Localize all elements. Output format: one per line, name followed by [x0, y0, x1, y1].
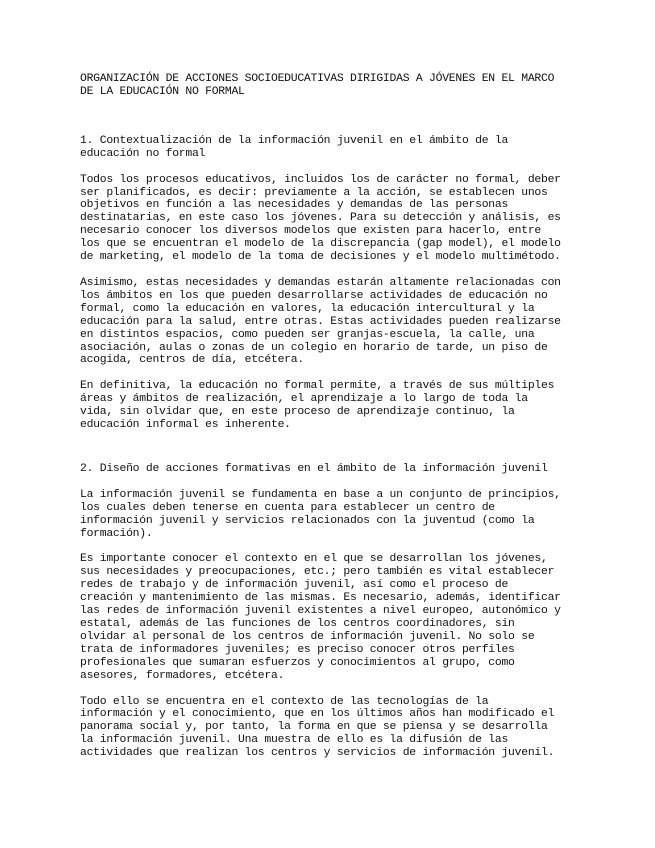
paragraph: [80, 489, 580, 541]
text-line: vida, sin olvidar que, en este proceso de aprendizaje continuo, la: [80, 406, 515, 419]
text-line: destinatarias, en este caso los jóvenes. Para su detección y análisis, es: [80, 212, 561, 225]
text-line: Todo ello se encuentra en el contexto de las tecnologías de la: [80, 695, 489, 708]
text-line: formal, como la educación en valores, la educación intercultural y la: [80, 302, 535, 315]
text-line: áreas y ámbitos de realización, el aprendizaje a lo largo de toda la: [80, 393, 528, 406]
text-line: Asimismo, estas necesidades y demandas estarán altamente relacionadas con: [80, 276, 561, 289]
text-line: creación y mantenimiento de las mismas. Es necesario, además, identificar: [80, 592, 561, 605]
paragraph: [80, 380, 580, 432]
text-line: objetivos en función a las necesidades y demandas de las personas: [80, 199, 509, 212]
heading-line: 2. Diseño de acciones formativas en el ámbito de la información juvenil: [80, 462, 548, 475]
text-line: ser planificados, es decir: previamente a la acción, se establecen unos: [80, 186, 548, 199]
text-line: los cuales deben tenerse en cuenta para establecer un centro de: [80, 501, 495, 514]
text-line: los que se encuentran el modelo de la discrepancia (gap model), el modelo: [80, 238, 561, 251]
text-line: información juvenil y servicios relacionados con la juventud (como la: [80, 514, 535, 527]
section-heading: [80, 135, 580, 161]
text-line: trata de informadores juveniles; es preciso conocer otros perfiles: [80, 643, 515, 656]
title-line: DE LA EDUCACIÓN NO FORMAL: [80, 85, 245, 98]
text-line: estatal, además de las funciones de los centros coordinadores, sin: [80, 618, 515, 630]
text-line: Es importante conocer el contexto en el que se desarrollan los jóvenes,: [80, 553, 548, 566]
section-heading: [80, 463, 580, 476]
text-line: olvidar al personal de los centros de información juvenil. No solo se: [80, 630, 535, 643]
text-line: redes de trabajo y de información juvenil, así como el proceso de: [80, 579, 509, 592]
paragraph: [80, 696, 580, 761]
text-line: acogida, centros de día, etcétera.: [80, 354, 304, 367]
section-1: [80, 135, 580, 432]
text-line: panorama social y, por tanto, la forma en que se piensa y se desarrolla: [80, 721, 548, 734]
paragraph: [80, 277, 580, 367]
text-line: asesores, formadores, etcétera.: [80, 669, 285, 682]
text-line: La información juvenil se fundamenta en base a un conjunto de principios,: [80, 488, 561, 501]
text-line: de marketing, el modelo de la toma de decisiones y el modelo multimétodo.: [80, 251, 561, 264]
text-line: necesario conocer los diversos modelos que existen para hacerlo, entre: [80, 225, 541, 238]
text-line: Todos los procesos educativos, incluidos los de carácter no formal, deber: [80, 173, 561, 186]
text-line: los ámbitos en los que pueden desarrollarse actividades de educación no: [80, 289, 548, 302]
text-line: la información juvenil. Una muestra de ello es la difusión de las: [80, 734, 509, 747]
text-line: las redes de información juvenil existentes a nivel europeo, autonómico y: [80, 605, 561, 618]
text-line: educación informal es inherente.: [80, 419, 291, 432]
title-line: ORGANIZACIÓN DE ACCIONES SOCIOEDUCATIVAS DIRIGIDAS A JÓVENES EN EL MARCO: [80, 73, 555, 85]
text-line: en distintos espacios, como pueden ser granjas-escuela, la calle, una: [80, 328, 535, 341]
text-line: educación para la salud, entre otras. Estas actividades pueden realizarse: [80, 315, 561, 328]
text-line: sus necesidades y preocupaciones, etc.; pero también es vital establecer: [80, 566, 555, 579]
section-2: [80, 463, 580, 760]
document-title: [80, 73, 580, 99]
text-line: información y el conocimiento, que en los últimos años han modificado el: [80, 708, 555, 721]
text-line: asociación, aulas o zonas de un colegio en horario de tarde, un piso de: [80, 341, 548, 354]
text-line: formación).: [80, 527, 153, 540]
text-line: profesionales que sumaran esfuerzos y conocimientos al grupo, como: [80, 656, 515, 669]
paragraph: [80, 174, 580, 264]
document-page: [80, 73, 580, 773]
paragraph: [80, 553, 580, 682]
text-line: En definitiva, la educación no formal permite, a través de sus múltiples: [80, 380, 555, 393]
heading-line: 1. Contextualización de la información juvenil en el ámbito de la: [80, 134, 509, 147]
heading-line: educación no formal: [80, 147, 206, 160]
text-line: actividades que realizan los centros y servicios de información juvenil.: [80, 747, 555, 760]
